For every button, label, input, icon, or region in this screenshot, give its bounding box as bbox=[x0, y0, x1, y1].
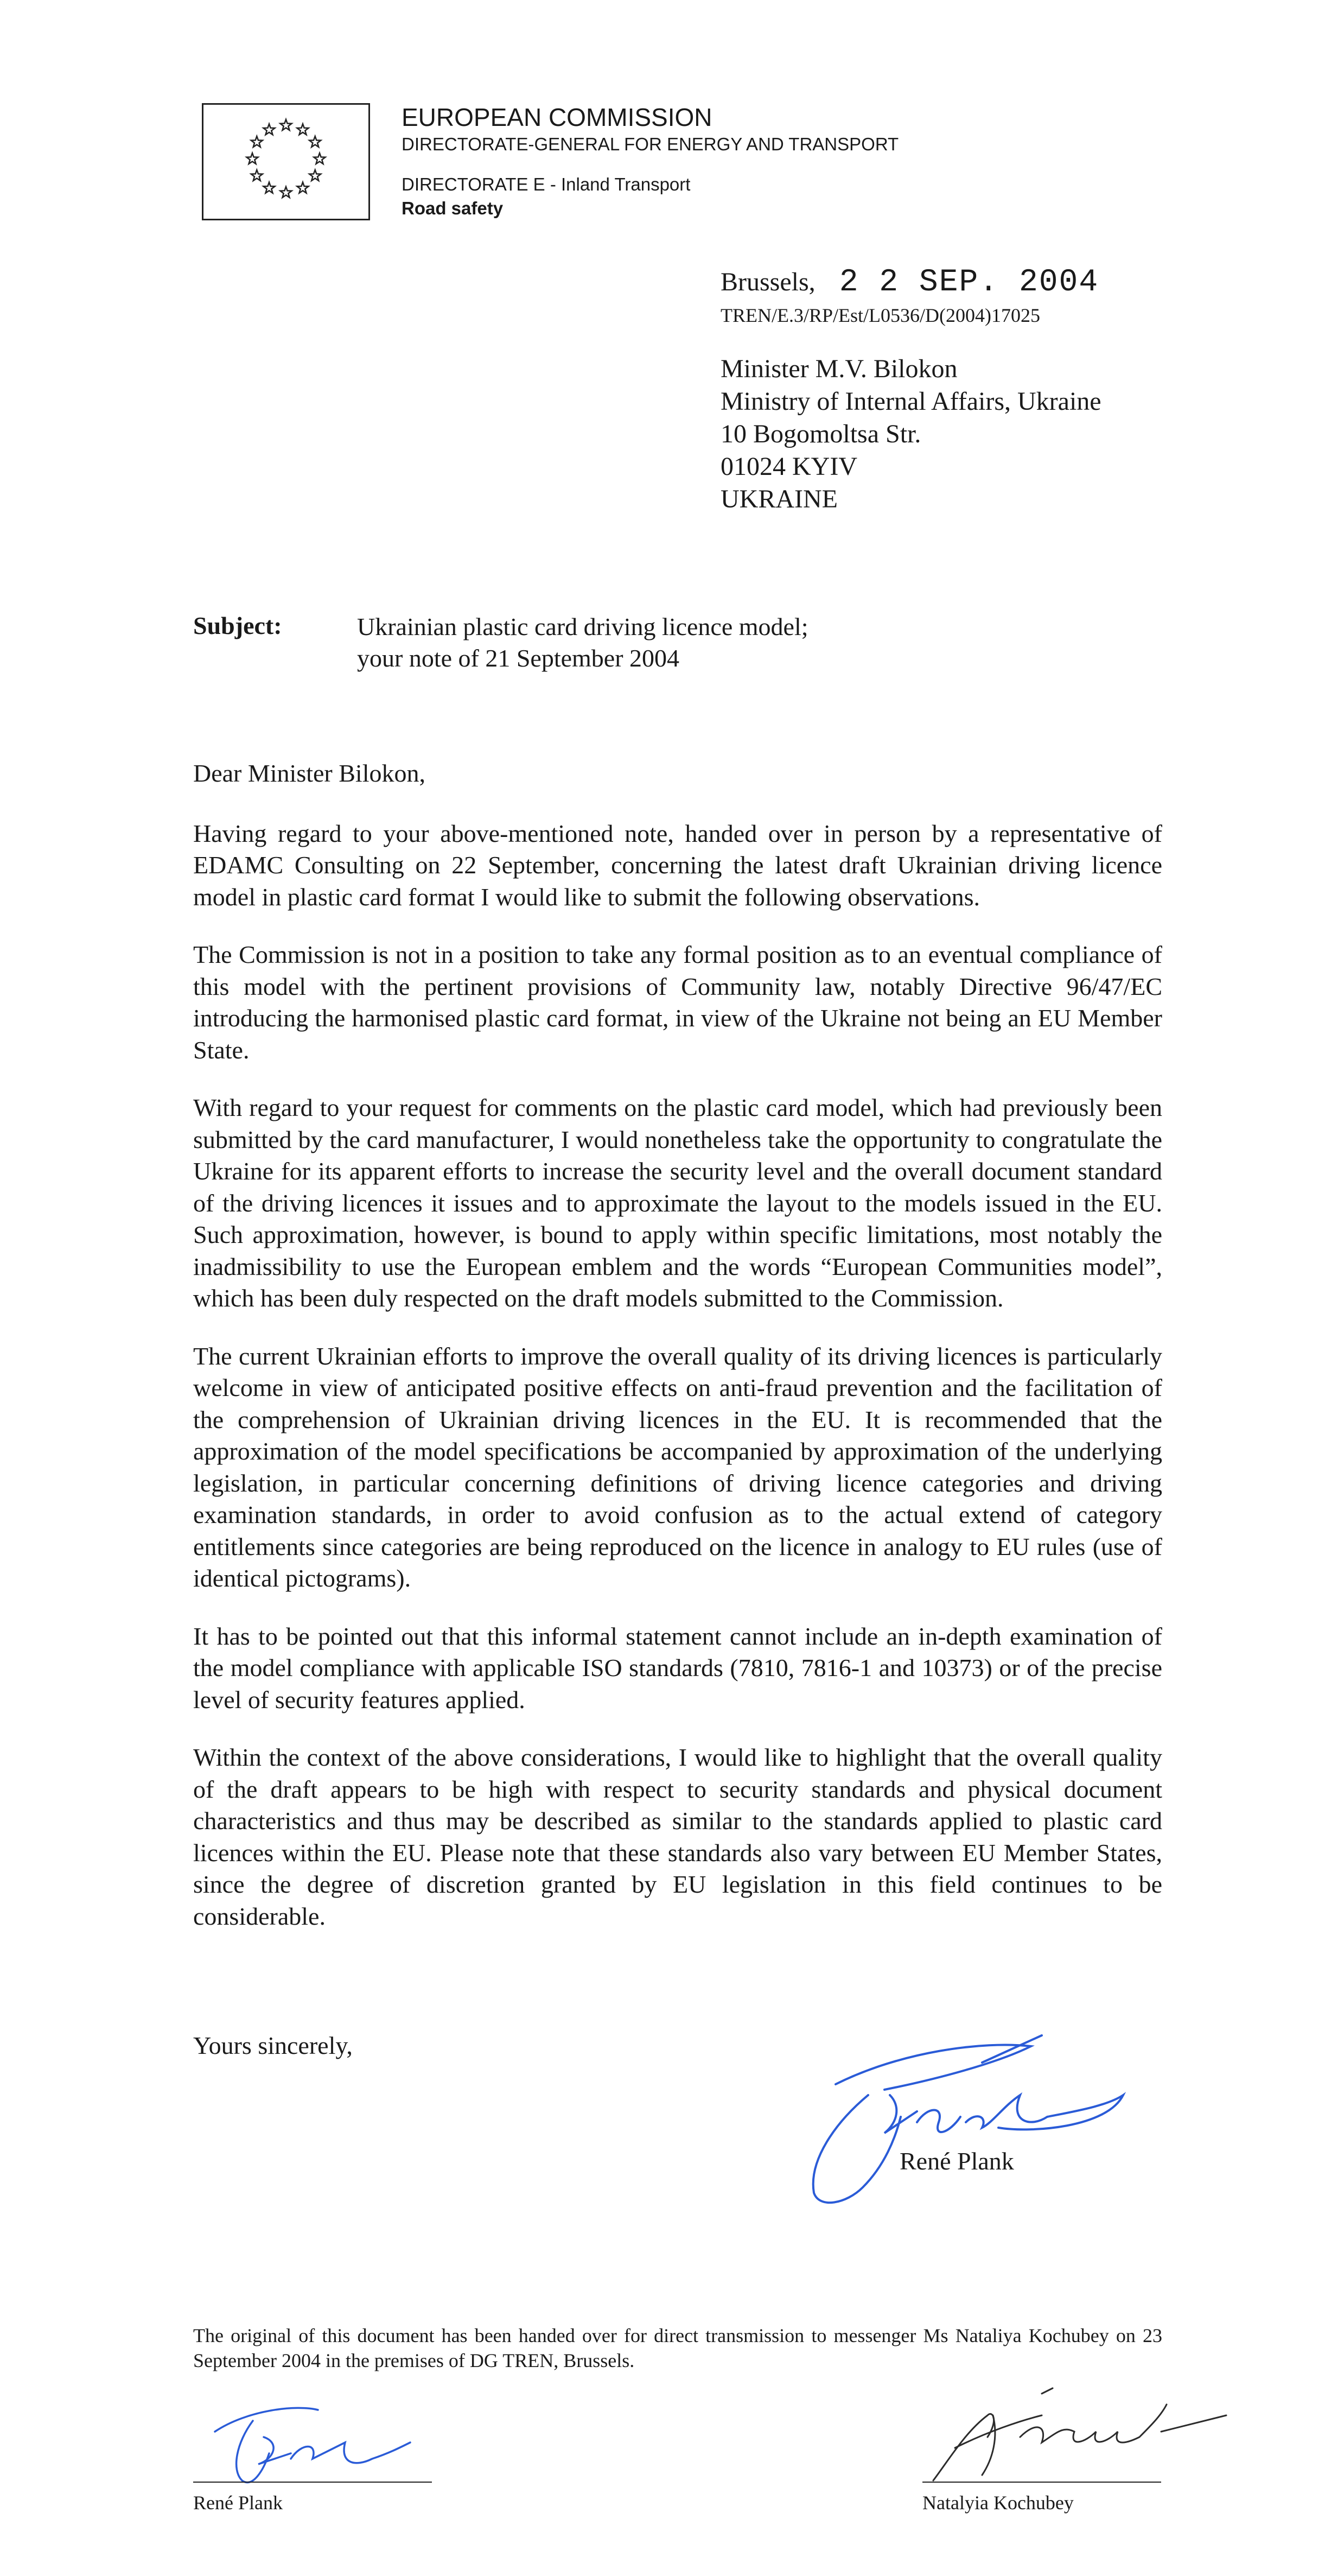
handwritten-signature bbox=[803, 2030, 1150, 2215]
subject-line-2: your note of 21 September 2004 bbox=[357, 644, 680, 672]
unit-name: Road safety bbox=[402, 198, 504, 218]
star-icon bbox=[281, 119, 292, 130]
date-stamp: 2 2 SEP. 2004 bbox=[839, 265, 1099, 300]
addressee-country: UKRAINE bbox=[721, 485, 838, 513]
transmission-note: The original of this document has been handed over for direct transmission to messenger Ms Nataliya Kochubey on 23 September 2004 in the premises of DG TREN, Brussels. bbox=[193, 2325, 1162, 2371]
star-icon bbox=[264, 124, 275, 135]
star-icon bbox=[309, 136, 321, 147]
reference-number: TREN/E.3/RP/Est/L0536/D(2004)17025 bbox=[721, 304, 1040, 326]
addressee-city: 01024 KYIV bbox=[721, 452, 857, 481]
subject-line-1: Ukrainian plastic card driving licence model; bbox=[357, 613, 808, 640]
directorate-general: DIRECTORATE-GENERAL FOR ENERGY AND TRANSPORT bbox=[402, 134, 899, 154]
addressee-block bbox=[721, 353, 1317, 516]
date-block bbox=[721, 265, 1317, 328]
signer-name: René Plank bbox=[900, 2147, 1014, 2175]
organization-name: EUROPEAN COMMISSION bbox=[402, 103, 712, 131]
star-icon bbox=[264, 182, 275, 193]
salutation: Dear Minister Bilokon, bbox=[193, 759, 425, 787]
subject-text bbox=[357, 611, 1171, 674]
star-icon bbox=[251, 170, 263, 181]
star-icon bbox=[247, 153, 258, 164]
handwritten-signature-right bbox=[912, 2383, 1237, 2491]
city: Brussels, bbox=[721, 268, 816, 296]
star-icon bbox=[251, 136, 263, 147]
star-icon bbox=[281, 187, 292, 198]
directorate: DIRECTORATE E - Inland Transport bbox=[402, 174, 691, 194]
footer-name-right: Natalyia Kochubey bbox=[922, 2492, 1074, 2514]
paragraph: Having regard to your above-mentioned note, handed over in person by a representative of EDAMC Consulting on 22 September, concerning the latest draft Ukrainian driving licence model in plastic card format I would like to submit the following observations. bbox=[193, 819, 1162, 911]
paragraph: The Commission is not in a position to take any formal position as to an eventual compliance of this model with the pertinent provisions of Community law, notably Directive 96/47/EC introducing the harmonised plastic card format, in view of the Ukraine not being an EU Member State. bbox=[193, 941, 1162, 1064]
signature-line-left bbox=[193, 2482, 432, 2483]
addressee-ministry: Ministry of Internal Affairs, Ukraine bbox=[721, 387, 1101, 416]
star-icon bbox=[309, 170, 321, 181]
eu-emblem bbox=[202, 103, 370, 220]
footer-name-left: René Plank bbox=[193, 2492, 283, 2514]
letter-body bbox=[193, 758, 1162, 1958]
closing: Yours sincerely, bbox=[193, 2032, 353, 2059]
addressee-street: 10 Bogomoltsa Str. bbox=[721, 420, 921, 448]
subject-label: Subject: bbox=[193, 612, 282, 639]
letterhead bbox=[402, 102, 1053, 220]
star-icon bbox=[297, 124, 309, 135]
signature-line-right bbox=[922, 2482, 1161, 2483]
star-icon bbox=[297, 182, 309, 193]
addressee-name: Minister M.V. Bilokon bbox=[721, 354, 958, 383]
paragraph: Within the context of the above considerations, I would like to highlight that the overall quality of the draft appears to be high with respect to security standards and physical document characteristics and thus may be described as similar to the standards applied to plastic card licences within the EU. Please note that these standards also vary between EU Member States, since the degree of discretion granted by EU legislation in this field continues to be considerable. bbox=[193, 1743, 1162, 1930]
paragraph: It has to be pointed out that this informal statement cannot include an in-depth examination of the model compliance with applicable ISO standards (7810, 7816-1 and 10373) or of the precise level of security features applied. bbox=[193, 1622, 1162, 1714]
paragraph: With regard to your request for comments on the plastic card model, which had previously been submitted by the card manufacturer, I would nonetheless take the opportunity to congratulate the Ukraine for its apparent efforts to increase the security level and the overall document standard of the driving licences it issues and to approximate the layout to the models issued in the EU. Such approximation, however, is bound to apply within specific limitations, most notably the inadmissibility to use the European emblem and the words “European Communities model”, which has been duly respected on the draft models submitted to the Commission. bbox=[193, 1094, 1162, 1312]
paragraph: The current Ukrainian efforts to improve the overall quality of its driving licences is particularly welcome in view of anticipated positive effects on anti-fraud prevention and the facilitation of the comprehension of Ukrainian driving licences in the EU. It is recommended that the approximation of the model specifications be accompanied by approximation of the underlying legislation, in particular concerning definitions of driving licence categories and driving examination standards, in order to avoid confusion as to the actual extend of category entitlements since categories are being reproduced on the licence in analogy to EU rules (use of identical pictograms). bbox=[193, 1342, 1162, 1592]
eu-stars-emblem-icon bbox=[203, 105, 368, 219]
star-icon bbox=[314, 153, 326, 164]
